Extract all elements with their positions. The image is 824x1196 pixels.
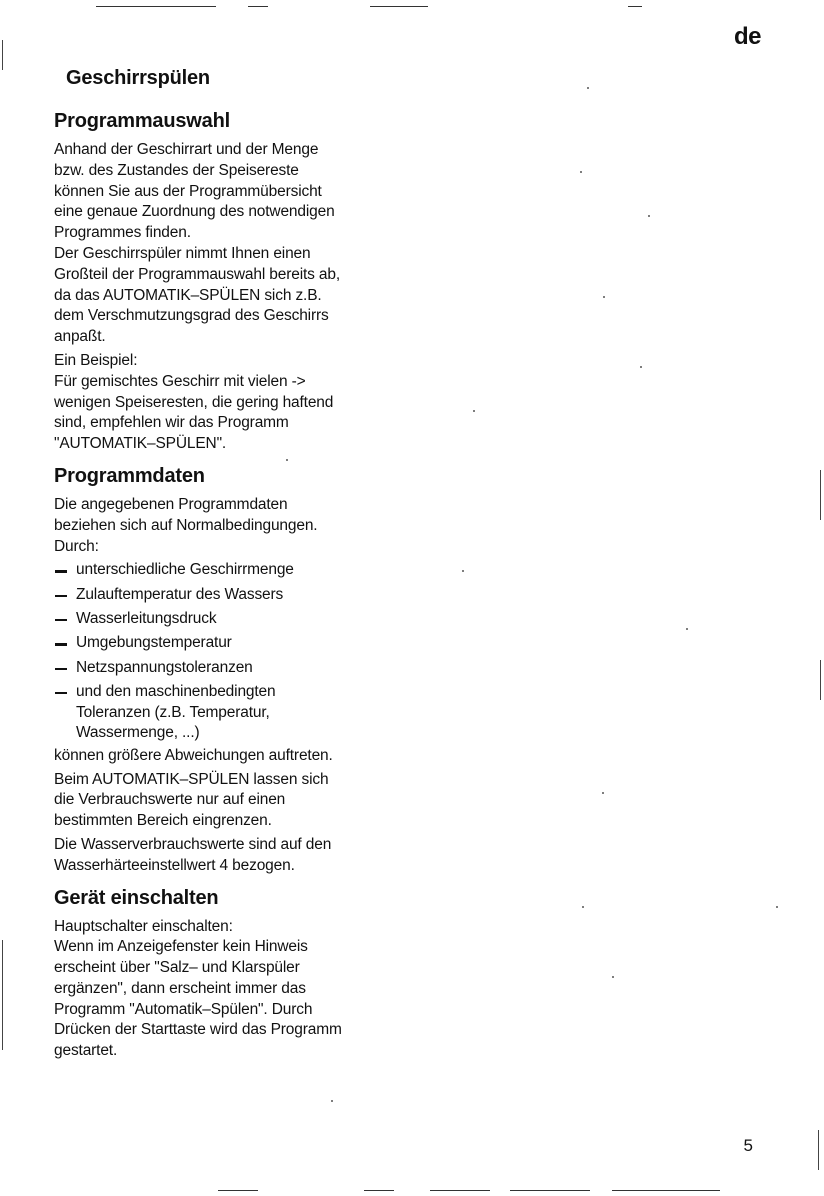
dash-bullet-icon xyxy=(55,595,67,598)
list-item xyxy=(54,609,404,630)
text-line: Der Geschirrspüler nimmt Ihnen einen xyxy=(54,244,311,262)
text-line: Drücken der Starttaste wird das Programm xyxy=(54,1021,342,1039)
text-line: Wenn im Anzeigefenster kein Hinweis xyxy=(54,938,308,956)
page-number: 5 xyxy=(743,1136,753,1155)
scan-edge-line xyxy=(818,1130,819,1170)
dash-bullet-icon xyxy=(55,643,67,646)
text-line: Ein Beispiel: xyxy=(54,351,138,369)
scan-speck xyxy=(612,976,614,978)
text-line: Anhand der Geschirrart und der Menge xyxy=(54,141,319,158)
text-line: erscheint über "Salz– und Klarspüler xyxy=(54,959,300,977)
text-line: können größere Abweichungen auftreten. xyxy=(54,746,333,764)
scan-rule xyxy=(96,6,216,7)
text-line: Durch: xyxy=(54,537,99,555)
scan-speck xyxy=(640,366,642,368)
list-item-text: unterschiedliche Geschirrmenge xyxy=(76,561,294,579)
text-line: Großteil der Programmauswahl bereits ab, xyxy=(54,265,341,283)
paragraph xyxy=(54,495,404,557)
paragraph xyxy=(54,351,404,455)
list-item-text: Wassermenge, ...) xyxy=(76,724,200,742)
scan-speck xyxy=(462,570,464,572)
text-line: gestartet. xyxy=(54,1042,118,1060)
scan-rule xyxy=(370,6,428,7)
dash-bullet-icon xyxy=(55,570,67,573)
scan-speck xyxy=(776,906,778,908)
list-item xyxy=(54,585,404,606)
text-line: Beim AUTOMATIK–SPÜLEN lassen sich xyxy=(54,770,329,788)
text-line: da das AUTOMATIK–SPÜLEN sich z.B. xyxy=(54,286,322,304)
dash-bullet-icon xyxy=(55,619,67,622)
list-item-text: Toleranzen (z.B. Temperatur, xyxy=(76,703,270,721)
dash-bullet-icon xyxy=(55,692,67,695)
scan-rule xyxy=(218,1190,258,1191)
paragraph xyxy=(54,746,404,767)
scan-speck xyxy=(686,628,688,630)
section-programmdaten xyxy=(54,464,404,877)
scan-edge-line xyxy=(820,660,821,700)
scan-rule xyxy=(510,1190,590,1191)
text-line: ergänzen", dann erscheint immer das xyxy=(54,979,306,997)
section-heading: Programmauswahl xyxy=(54,110,230,132)
paragraph xyxy=(54,140,404,348)
scan-rule xyxy=(430,1190,490,1191)
scan-rule xyxy=(628,6,642,7)
scan-speck xyxy=(602,792,604,794)
text-line: Programmes finden. xyxy=(54,224,191,242)
paragraph xyxy=(54,835,404,877)
text-line: beziehen sich auf Normalbedingungen. xyxy=(54,516,318,534)
text-line: Programm "Automatik–Spülen". Durch xyxy=(54,1000,313,1018)
main-content xyxy=(54,109,404,1071)
text-line: dem Verschmutzungsgrad des Geschirrs xyxy=(54,307,329,325)
scan-speck xyxy=(331,1100,333,1102)
text-line: Wasserhärteeinstellwert 4 bezogen. xyxy=(54,856,295,874)
paragraph xyxy=(54,917,404,1063)
scan-speck xyxy=(603,296,605,298)
text-line: bestimmten Bereich eingrenzen. xyxy=(54,812,272,830)
list-item-text: und den maschinenbedingten xyxy=(76,682,276,700)
list-item-text: Netzspannungstoleranzen xyxy=(76,658,253,676)
scan-speck xyxy=(580,171,582,173)
text-line: können Sie aus der Programmübersicht xyxy=(54,182,322,200)
list-item-text: Zulauftemperatur des Wassers xyxy=(76,585,284,603)
scan-edge-line xyxy=(820,470,821,520)
text-line: Hauptschalter einschalten: xyxy=(54,917,233,935)
dash-list xyxy=(54,560,404,744)
list-item-text: Wasserleitungsdruck xyxy=(76,609,217,627)
scan-edge-line xyxy=(2,40,3,70)
section-geraet-einschalten xyxy=(54,886,404,1063)
list-item-text: Umgebungstemperatur xyxy=(76,634,232,652)
text-line: "AUTOMATIK–SPÜLEN". xyxy=(54,435,227,453)
text-line: anpaßt. xyxy=(54,328,106,346)
language-tag: de xyxy=(733,23,761,50)
text-line: Die angegebenen Programmdaten xyxy=(54,495,288,513)
text-line: die Verbrauchswerte nur auf einen xyxy=(54,791,286,809)
dash-bullet-icon xyxy=(55,668,67,671)
text-line: bzw. des Zustandes der Speisereste xyxy=(54,161,299,179)
list-item xyxy=(54,560,404,581)
scan-speck xyxy=(587,87,589,89)
section-heading: Gerät einschalten xyxy=(54,886,219,909)
paragraph xyxy=(54,770,404,832)
scan-speck xyxy=(648,215,650,217)
text-line: sind, empfehlen wir das Programm xyxy=(54,414,289,432)
text-line: eine genaue Zuordnung des notwendigen xyxy=(54,203,335,221)
section-programmauswahl xyxy=(54,109,404,455)
list-item xyxy=(54,658,404,679)
scan-rule xyxy=(612,1190,720,1191)
scan-speck xyxy=(582,906,584,908)
text-line: Für gemischtes Geschirr mit vielen -> xyxy=(54,372,306,390)
text-line: wenigen Speiseresten, die gering haftend xyxy=(54,393,334,411)
scan-edge-line xyxy=(2,940,3,1050)
scan-rule xyxy=(364,1190,394,1191)
text-line: Die Wasserverbrauchswerte sind auf den xyxy=(54,835,332,853)
list-item xyxy=(54,682,404,744)
scan-rule xyxy=(248,6,268,7)
list-item xyxy=(54,633,404,654)
page-title: Geschirrspülen xyxy=(66,67,210,89)
scan-speck xyxy=(473,410,475,412)
section-heading: Programmdaten xyxy=(54,464,205,487)
